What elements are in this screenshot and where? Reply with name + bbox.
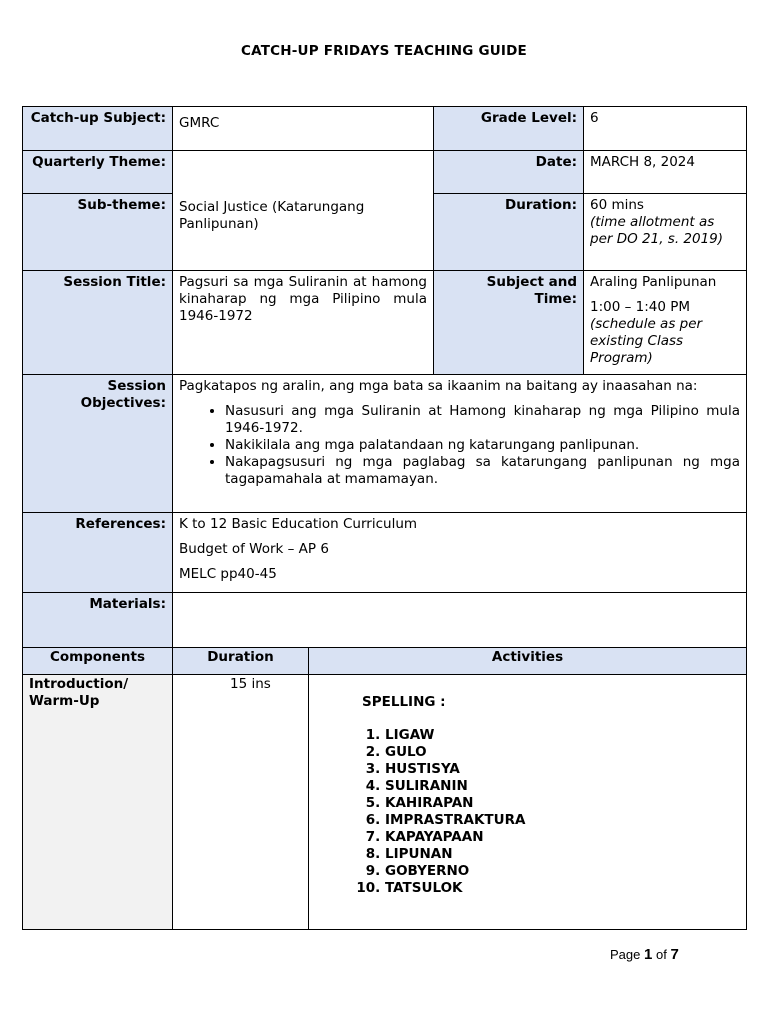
spelling-title: SPELLING : [362, 694, 446, 710]
duration-value: 60 mins [590, 197, 644, 213]
of-word: of [655, 947, 667, 962]
subject-value: Araling Panlipunan [590, 274, 717, 290]
objectives-label: Session Objectives: [23, 375, 173, 513]
subtheme-label: Sub-theme: [23, 194, 173, 271]
components-table [22, 647, 747, 930]
duration-header: Duration [173, 648, 309, 675]
objective-item: • Nakikilala ang mga palatandaan ng katarungang panlipunan. [225, 437, 740, 454]
lesson-header-table [22, 106, 747, 648]
session-title-label: Session Title: [23, 271, 173, 375]
references-label: References: [23, 513, 173, 593]
reference-item: MELC pp40-45 [179, 566, 277, 582]
theme-value: Social Justice (Katarungang Panlipunan) [173, 151, 434, 271]
page-number: 1 [644, 946, 653, 963]
spelling-word: 9. GOBYERNO [385, 863, 740, 880]
spelling-word: 10. TATSULOK [385, 880, 740, 897]
spelling-word: 2. GULO [385, 744, 740, 761]
materials-label: Materials: [23, 593, 173, 648]
objective-item: • Nakapagsusuri ng mga paglabag sa katarungang panlipunan ng mga tagapamahala at mamamayan. [225, 454, 740, 488]
materials-value [173, 593, 747, 648]
catchup-subject-value: GMRC [173, 107, 434, 151]
spelling-word: 7. KAPAYAPAAN [385, 829, 740, 846]
reference-item: Budget of Work – AP 6 [179, 541, 329, 557]
time-note: (schedule as per existing Class Program) [590, 316, 703, 366]
session-title-value: Pagsuri sa mga Suliranin at hamong kinaharap ng mga Pilipino mula 1946-1972 [173, 271, 434, 375]
intro-warmup-label: Introduction/ Warm-Up [23, 675, 173, 930]
page-footer [610, 946, 679, 963]
grade-level-label: Grade Level: [434, 107, 584, 151]
grade-level-value: 6 [584, 107, 747, 151]
duration-cell [584, 194, 747, 271]
components-header: Components [23, 648, 173, 675]
time-value: 1:00 – 1:40 PM [590, 299, 691, 315]
duration-label: Duration: [434, 194, 584, 271]
date-label: Date: [434, 151, 584, 194]
spelling-word: 3. HUSTISYA [385, 761, 740, 778]
objectives-list [179, 403, 740, 488]
spelling-word: 4. SULIRANIN [385, 778, 740, 795]
activities-cell [309, 675, 747, 930]
catchup-subject-label: Catch-up Subject: [23, 107, 173, 151]
page-word: Page [610, 947, 641, 962]
subject-time-cell [584, 271, 747, 375]
reference-item: K to 12 Basic Education Curriculum [179, 516, 418, 532]
activities-header: Activities [309, 648, 747, 675]
quarterly-theme-label: Quarterly Theme: [23, 151, 173, 194]
spelling-word: 8. LIPUNAN [385, 846, 740, 863]
subject-time-label: Subject and Time: [434, 271, 584, 375]
page-total: 7 [670, 946, 679, 963]
spelling-word: 1. LIGAW [385, 727, 740, 744]
spelling-activity [362, 694, 740, 897]
objectives-cell [173, 375, 747, 513]
duration-note: (time allotment as per DO 21, s. 2019) [590, 214, 724, 247]
objective-item: • Nasusuri ang mga Suliranin at Hamong kinaharap ng mga Pilipino mula 1946-1972. [225, 403, 740, 437]
spelling-word-list [362, 727, 740, 897]
spelling-word: 6. IMPRASTRAKTURA [385, 812, 740, 829]
references-cell [173, 513, 747, 593]
document-title: CATCH-UP FRIDAYS TEACHING GUIDE [241, 43, 527, 59]
date-value: MARCH 8, 2024 [584, 151, 747, 194]
intro-duration: 15 ins [173, 675, 309, 930]
objectives-intro: Pagkatapos ng aralin, ang mga bata sa ikaanim na baitang ay inaasahan na: [179, 378, 698, 394]
spelling-word: 5. KAHIRAPAN [385, 795, 740, 812]
